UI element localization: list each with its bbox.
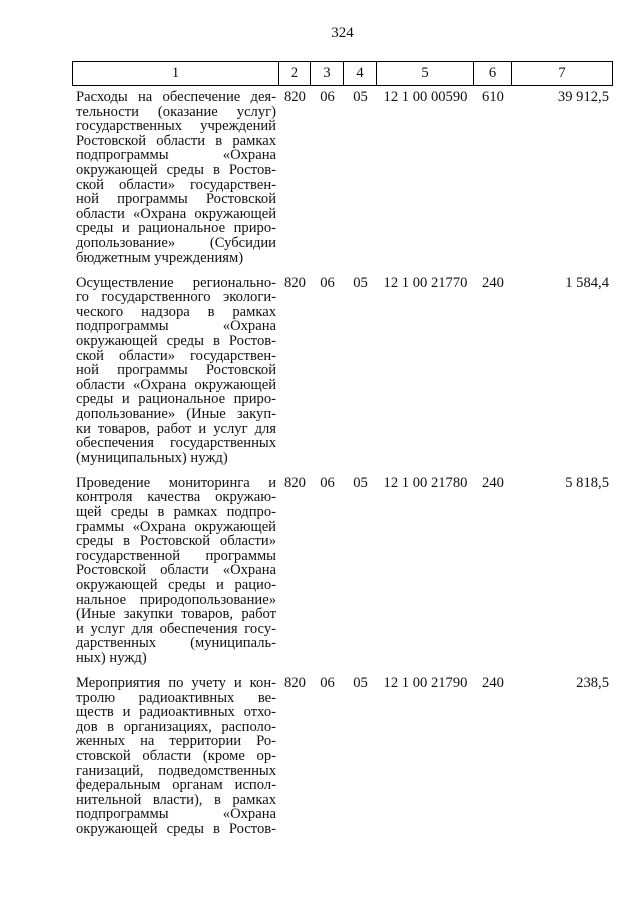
code-cell: 12 1 00 21790 bbox=[383, 675, 468, 692]
description-line: ной программы Ростовской bbox=[76, 191, 276, 208]
description-line: ской области» государствен- bbox=[76, 347, 276, 364]
description-line: окружающей среды и рацио- bbox=[76, 577, 276, 593]
code-cell: 820 bbox=[284, 89, 306, 105]
description-line: ской области» государствен- bbox=[76, 176, 276, 193]
description-line: ществ и радиоактивных отхо- bbox=[76, 704, 276, 721]
description-line: государственной программы bbox=[76, 547, 276, 564]
description-line: Проведение мониторинга и bbox=[76, 474, 276, 491]
description-cell bbox=[72, 90, 279, 265]
table-row bbox=[72, 676, 613, 837]
table-row bbox=[72, 90, 613, 265]
page-number: 324 bbox=[331, 25, 354, 41]
description-line: щей среды в рамках подпро- bbox=[76, 504, 276, 521]
table-body bbox=[72, 86, 613, 837]
description-line: граммы «Охрана окружающей bbox=[76, 518, 276, 535]
description-line: го государственного экологи- bbox=[76, 289, 276, 306]
amount-cell: 1 584,4 bbox=[565, 274, 609, 291]
amount-cell: 39 912,5 bbox=[557, 89, 609, 105]
description-line: Расходы на обеспечение дея- bbox=[76, 89, 276, 105]
code-cell: 06 bbox=[320, 675, 335, 692]
description-line: ганизаций, подведомственных bbox=[76, 762, 276, 779]
description-line: допользование» (Иные закуп- bbox=[76, 405, 276, 422]
description-line: дов в организациях, располо- bbox=[76, 718, 276, 735]
code-cell: 820 bbox=[284, 675, 306, 692]
description-cell bbox=[72, 476, 279, 666]
description-line: государственных учреждений bbox=[76, 118, 276, 135]
column-header: 6 bbox=[474, 62, 512, 85]
code-cell: 05 bbox=[353, 89, 368, 105]
description-line: Ростовской области в рамках bbox=[76, 132, 276, 149]
description-line: среды в Ростовской области» bbox=[76, 533, 276, 550]
description-line: среды и рациональное приро- bbox=[76, 220, 276, 237]
column-header: 3 bbox=[311, 62, 344, 85]
description-line: нительной власти), в рамках bbox=[76, 791, 276, 808]
code-cell: 05 bbox=[353, 675, 368, 692]
description-line: среды и рациональное приро- bbox=[76, 391, 276, 408]
code-cell: 05 bbox=[353, 474, 368, 491]
table-row bbox=[72, 276, 613, 466]
amount-cell: 5 818,5 bbox=[565, 474, 609, 491]
code-cell: 12 1 00 21770 bbox=[383, 274, 468, 291]
description-line: ных) нужд) bbox=[76, 649, 147, 666]
code-cell: 05 bbox=[353, 274, 368, 291]
code-cell: 12 1 00 21780 bbox=[383, 474, 468, 491]
description-line: подпрограммы «Охрана bbox=[76, 806, 276, 823]
table-header-row bbox=[72, 61, 613, 86]
code-cell: 820 bbox=[284, 474, 306, 491]
column-header: 4 bbox=[344, 62, 377, 85]
code-cell: 06 bbox=[320, 274, 335, 291]
description-line: бюджетным учреждениям) bbox=[76, 249, 244, 266]
amount-cell: 238,5 bbox=[576, 675, 609, 692]
description-line: ческого надзора в рамках bbox=[76, 303, 276, 320]
description-line: тролю радиоактивных ве- bbox=[76, 689, 276, 706]
description-line: стовской области (кроме ор- bbox=[76, 748, 276, 765]
code-cell: 12 1 00 00590 bbox=[383, 89, 468, 105]
description-line: Осуществление регионально- bbox=[76, 274, 276, 291]
description-cell bbox=[72, 276, 279, 466]
description-line: Мероприятия по учету и кон- bbox=[76, 675, 276, 692]
description-line: (Иные закупки товаров, работ bbox=[76, 606, 276, 623]
description-line: федеральным органам испол- bbox=[76, 777, 276, 794]
description-line: допользование» (Субсидии bbox=[76, 234, 276, 251]
description-cell bbox=[72, 676, 279, 837]
description-line: обеспечения государственных bbox=[76, 435, 276, 452]
description-line: окружающей среды в Ростов- bbox=[76, 821, 276, 837]
column-header: 7 bbox=[558, 65, 566, 81]
description-line: контроля качества окружаю- bbox=[76, 489, 276, 506]
code-cell: 240 bbox=[482, 474, 504, 491]
description-line: (муниципальных) нужд) bbox=[76, 449, 228, 466]
description-line: ки товаров, работ и услуг для bbox=[76, 420, 276, 437]
description-line: подпрограммы «Охрана bbox=[76, 147, 276, 164]
description-line: подпрограммы «Охрана bbox=[76, 318, 276, 335]
code-cell: 240 bbox=[482, 274, 504, 291]
description-line: нальное природопользование» bbox=[76, 591, 276, 608]
description-line: тельности (оказание услуг) bbox=[76, 103, 276, 120]
code-cell: 820 bbox=[284, 274, 306, 291]
table-row bbox=[72, 476, 613, 666]
code-cell: 06 bbox=[320, 89, 335, 105]
code-cell: 06 bbox=[320, 474, 335, 491]
code-cell: 610 bbox=[482, 89, 504, 105]
description-line: окружающей среды в Ростов- bbox=[76, 333, 276, 349]
column-header: 5 bbox=[377, 62, 474, 85]
column-header: 2 bbox=[279, 62, 311, 85]
description-line: ной программы Ростовской bbox=[76, 362, 276, 379]
budget-table bbox=[72, 61, 613, 847]
description-line: Ростовской области «Охрана bbox=[76, 562, 276, 579]
description-line: дарственных (муниципаль- bbox=[76, 635, 276, 652]
code-cell: 240 bbox=[482, 675, 504, 692]
description-line: женных на территории Ро- bbox=[76, 733, 276, 750]
description-line: окружающей среды в Ростов- bbox=[76, 161, 276, 178]
description-line: и услуг для обеспечения госу- bbox=[76, 620, 276, 637]
column-header: 1 bbox=[73, 62, 279, 85]
description-line: области «Охрана окружающей bbox=[76, 376, 276, 393]
description-line: области «Охрана окружающей bbox=[76, 205, 276, 222]
